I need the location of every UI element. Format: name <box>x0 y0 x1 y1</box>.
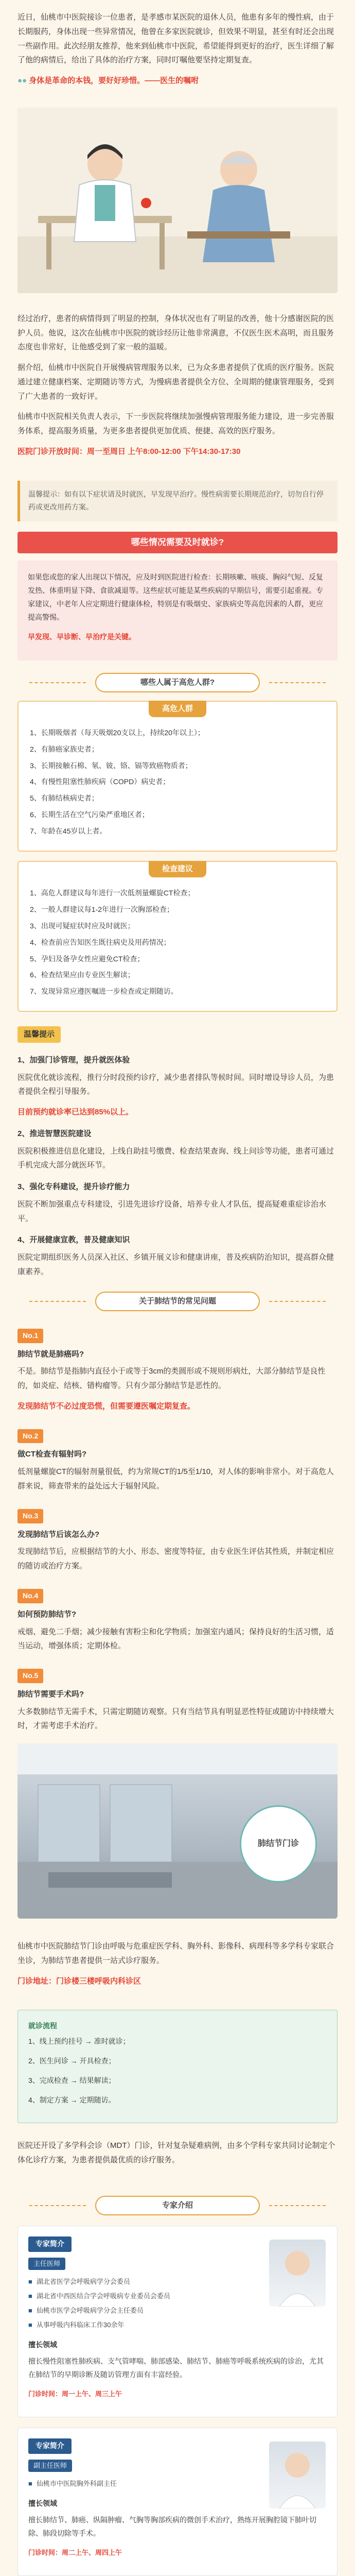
list-item: 2、一般人群建议每1-2年进行一次胸部检查； <box>30 905 174 913</box>
process-title: 就诊流程 <box>28 2022 57 2030</box>
list-item: 1、长期吸烟者（每天吸烟20支以上，持续20年以上）； <box>30 728 205 737</box>
expert-title: 主任医师 <box>28 2258 65 2270</box>
faq-question: 做CT检查有辐射吗? <box>17 1450 87 1459</box>
expert-avatar <box>269 2240 326 2307</box>
list-item: 4、有慢性阻塞性肺疾病（COPD）病史者； <box>30 777 170 786</box>
story-paragraph-3: 仙桃市中医院相关负责人表示，下一步医院将继续加强慢病管理服务能力建设，进一步完善服务体系，提高服务质量，为更多患者提供更加优质、便捷、高效的医疗服务。 <box>17 412 334 435</box>
faq-answer: 发现肺结节后，应根据结节的大小、形态、密度等特征，由专业医生评估其性质，并制定相应的随访或治疗方案。 <box>17 1547 334 1571</box>
tip-quote-box: 温馨提示：如有以下症状请及时就医，早发现早治疗。慢性病需要长期规范治疗，切勿自行停药或更改用药方案。 <box>17 481 338 522</box>
list-item: 3、出现可疑症状时应及时就医； <box>30 921 135 930</box>
faq-item <box>17 1420 338 1494</box>
story-section <box>0 301 355 476</box>
faq-answer: 戒烟、避免二手烟；减少接触有害粉尘和化学物质；加强室内通风；保持良好的生活习惯，适当运动，增强体质；定期体检。 <box>17 1627 334 1651</box>
intro-highlight: 身体是革命的本钱，要好好珍惜。——医生的嘱咐 <box>29 76 199 85</box>
bullet-icon: ■ <box>28 2321 32 2329</box>
faq-item <box>17 1659 338 1733</box>
faq-heading: 关于肺结节的常见问题 <box>95 1292 260 1311</box>
expert-bullet: ■ 湖北省中西医结合学会呼吸病专业委员会委员 <box>28 2290 255 2302</box>
list-item: 4、检查前应告知医生既往病史及用药情况； <box>30 938 171 946</box>
card-tag: 检查建议 <box>149 861 206 877</box>
expert-bullet: ■ 从事呼吸内科临床工作30余年 <box>28 2319 255 2331</box>
clinic-time: 门诊时间：周二上午、周四上午 <box>28 2548 122 2556</box>
exam-advice-card <box>17 861 338 1012</box>
condition-highlight: 目前预约就诊率已达到85%以上。 <box>17 1108 134 1117</box>
experts-heading: 专家介绍 <box>95 2196 260 2215</box>
faq-highlight: 发现肺结节不必过度恐慌，但需要遵医嘱定期复查。 <box>17 1401 196 1411</box>
faq-item <box>17 1580 338 1653</box>
clinic-address: 门诊地址：门诊楼三楼呼吸内科诊区 <box>17 1976 141 1986</box>
faq-answer: 低剂量螺旋CT的辐射剂量很低，约为常规CT的1/5至1/10，对人体的影响非常小。对于高危人群来说，筛查带来的益处远大于辐射风险。 <box>17 1467 334 1490</box>
faq-number: No.1 <box>17 1329 43 1343</box>
warning-box <box>17 561 338 660</box>
list-item: 2、有肺癌家族史者； <box>30 744 99 753</box>
condition-title: 1、加强门诊管理，提升就医体验 <box>17 1055 130 1064</box>
condition-title: 3、强化专科建设，提升诊疗能力 <box>17 1182 130 1192</box>
story-paragraph-2: 据介绍，仙桃市中医院自开展慢病管理服务以来，已为众多患者提供了优质的医疗服务。医院通过建立健康档案、定期随访等方式，为慢病患者提供全方位、全周期的健康管理服务，受到了广大患者的一致好评。 <box>17 363 334 401</box>
bullet-icon: ■ <box>28 2307 32 2315</box>
list-item: 6、检查结果应由专业医生解读； <box>30 971 135 979</box>
bullet-icon: ■ <box>28 2292 32 2300</box>
high-risk-heading: 哪些人属于高危人群? <box>95 673 260 692</box>
dot-marker-icon: ●● <box>17 76 27 85</box>
expert-bullet: ■ 仙桃市医学会呼吸病学分会主任委员 <box>28 2304 255 2317</box>
faq-number: No.4 <box>17 1589 43 1603</box>
visit-process-box <box>17 2010 338 2123</box>
expert-bullet: ■ 仙桃市中医院胸外科副主任 <box>28 2478 255 2490</box>
expert-card <box>17 2428 338 2576</box>
conditions-heading: 温馨提示 <box>17 1026 61 1043</box>
process-step: 4、制定方案 → 定期随访。 <box>28 2095 116 2104</box>
high-risk-card <box>17 701 338 852</box>
clinic-badge: 肺结节门诊 <box>240 1805 317 1883</box>
faq-answer: 不是。肺结节是指肺内直径小于或等于3cm的类圆形或不规则形病灶，大部分肺结节是良性的，如炎症、结核、错构瘤等。只有少部分肺结节是恶性的。 <box>17 1367 326 1391</box>
bullet-icon: ■ <box>28 2479 32 2487</box>
condition-text: 医院不断加强重点专科建设，引进先进诊疗设备，培养专业人才队伍，提高疑难重症诊治水平。 <box>17 1199 327 1223</box>
expert-heading: 专家简介 <box>28 2438 72 2454</box>
process-step: 2、医生问诊 → 开具检查； <box>28 2057 116 2065</box>
intro-paragraph: 近日，仙桃市中医院接诊一位患者，是孝感市某医院的退休人员，他患有多年的慢性病，由于长期服药，身体出现一些异常情况，他曾在多家医院就诊，但效果不明显，甚至有时还会出现一些副作用。此次经朋友推荐，他来到仙桃市中医院，希望能得到更好的治疗，医生详细了解了他的病情后，给出了具体的治疗方案，同时叮嘱他要坚持定期复查。 <box>17 13 334 65</box>
process-step: 1、线上预约挂号 → 准时就诊； <box>28 2037 130 2046</box>
list-item: 3、长期接触石棉、氡、铍、铬、镉等致癌物质者； <box>30 761 192 770</box>
card-tag: 高危人群 <box>149 701 206 717</box>
faq-number: No.3 <box>17 1509 43 1523</box>
condition-text: 医院积极推进信息化建设，上线自助挂号缴费、检查结果查询、线上问诊等功能，患者可通过手机完成大部分就医环节。 <box>17 1146 334 1170</box>
list-item: 1、高危人群建议每年进行一次低剂量螺旋CT检查； <box>30 888 195 897</box>
outpatient-paragraph: 仙桃市中医院肺结节门诊由呼吸与危重症医学科、胸外科、影像科、病理科等多学科专家联合坐诊，为肺结节患者提供一站式诊疗服务。 <box>17 1942 334 1965</box>
condition-title: 2、推进智慧医院建设 <box>17 1129 92 1138</box>
expert-bullet: ■ 湖北省医学会呼吸病学分会委员 <box>28 2276 255 2288</box>
opening-hours-highlight: 医院门诊开放时间：周一至周日 上午8:00-12:00 下午14:30-17:30 <box>17 447 241 456</box>
condition-title: 4、开展健康宣教，普及健康知识 <box>17 1235 130 1245</box>
bullet-icon: ■ <box>28 2278 32 2286</box>
list-item: 5、孕妇及备孕女性应避免CT检查； <box>30 954 145 963</box>
skill-title: 擅长领域 <box>28 2499 57 2507</box>
faq-answer: 大多数肺结节无需手术，只需定期随访观察。只有当结节具有明显恶性特征或随访中持续增大时，才需考虑手术治疗。 <box>17 1707 334 1731</box>
story-paragraph-1: 经过治疗，患者的病情得到了明显的控制，身体状况也有了明显的改善，他十分感谢医院的医护人员。他说，这次在仙桃市中医院的就诊经历让他非常满意，不仅医生医术高明，而且服务态度也非常好，让他感受到了家一般的温暖。 <box>17 314 334 352</box>
faq-item <box>17 1319 338 1414</box>
skill-text: 擅长肺结节、肺癌、纵隔肿瘤、气胸等胸部疾病的微创手术治疗，熟练开展胸腔镜下肺叶切除、肺段切除等手术。 <box>28 2515 316 2537</box>
faq-item <box>17 1500 338 1573</box>
expert-heading: 专家简介 <box>28 2236 72 2252</box>
warning-highlight: 早发现、早诊断、早治疗是关键。 <box>28 632 136 641</box>
faq-number: No.2 <box>17 1429 43 1444</box>
faq-question: 如何预防肺结节? <box>17 1609 77 1619</box>
outpatient-section <box>0 1929 355 2005</box>
skill-title: 擅长领域 <box>28 2341 57 2349</box>
expert-avatar <box>269 2442 326 2509</box>
intro-section <box>0 0 355 105</box>
skill-text: 擅长慢性阻塞性肺疾病、支气管哮喘、肺部感染、肺结节、肺癌等呼吸系统疾病的诊治，尤其在肺结节的早期诊断及随访管理方面有丰富经验。 <box>28 2357 324 2379</box>
list-item: 5、有肺结核病史者； <box>30 794 99 803</box>
list-item: 6、长期生活在空气污染严重地区者； <box>30 810 149 819</box>
conditions-section <box>17 1021 338 1279</box>
warning-text: 如果您或您的家人出现以下情况，应及时到医院进行检查：长期咳嗽、咳痰、胸闷气短、反复发热、体重明显下降、食欲减退等。这些症状可能是某些疾病的早期信号，需要引起重视。专家建议，中老年人应定期进行健康体检，特别是有吸烟史、家族病史等高危因素的人群，更应提高警惕。 <box>28 573 323 621</box>
faq-question: 肺结节就是肺癌吗? <box>17 1349 84 1359</box>
list-item: 7、年龄在45岁以上者。 <box>30 827 107 836</box>
mdt-section <box>0 2128 355 2184</box>
condition-text: 医院优化就诊流程，推行分时段预约诊疗，减少患者排队等候时间。同时增设导诊人员，为患者提供全程引导服务。 <box>17 1073 334 1096</box>
expert-title: 副主任医师 <box>28 2460 72 2472</box>
section-banner: 哪些情况需要及时就诊? <box>17 532 338 553</box>
faq-question: 发现肺结节后该怎么办? <box>17 1530 100 1539</box>
expert-card <box>17 2226 338 2417</box>
clinic-hall-photo <box>17 1743 338 1919</box>
clinic-time: 门诊时间：周一上午、周三上午 <box>28 2390 122 2398</box>
faq-question: 肺结节需要手术吗? <box>17 1689 84 1699</box>
doctor-patient-illustration <box>17 108 338 293</box>
process-step: 3、完成检查 → 结果解读； <box>28 2076 116 2085</box>
mdt-paragraph: 医院还开设了多学科会诊（MDT）门诊，针对复杂疑难病例，由多个学科专家共同讨论制定个体化诊疗方案，为患者提供最优质的诊疗服务。 <box>17 2141 335 2164</box>
condition-text: 医院定期组织医务人员深入社区、乡镇开展义诊和健康讲座，普及疾病防治知识，提高群众健康素养。 <box>17 1253 334 1276</box>
list-item: 7、发现异常应遵医嘱进一步检查或定期随访。 <box>30 987 178 996</box>
faq-section <box>17 1319 338 1733</box>
faq-number: No.5 <box>17 1669 43 1683</box>
